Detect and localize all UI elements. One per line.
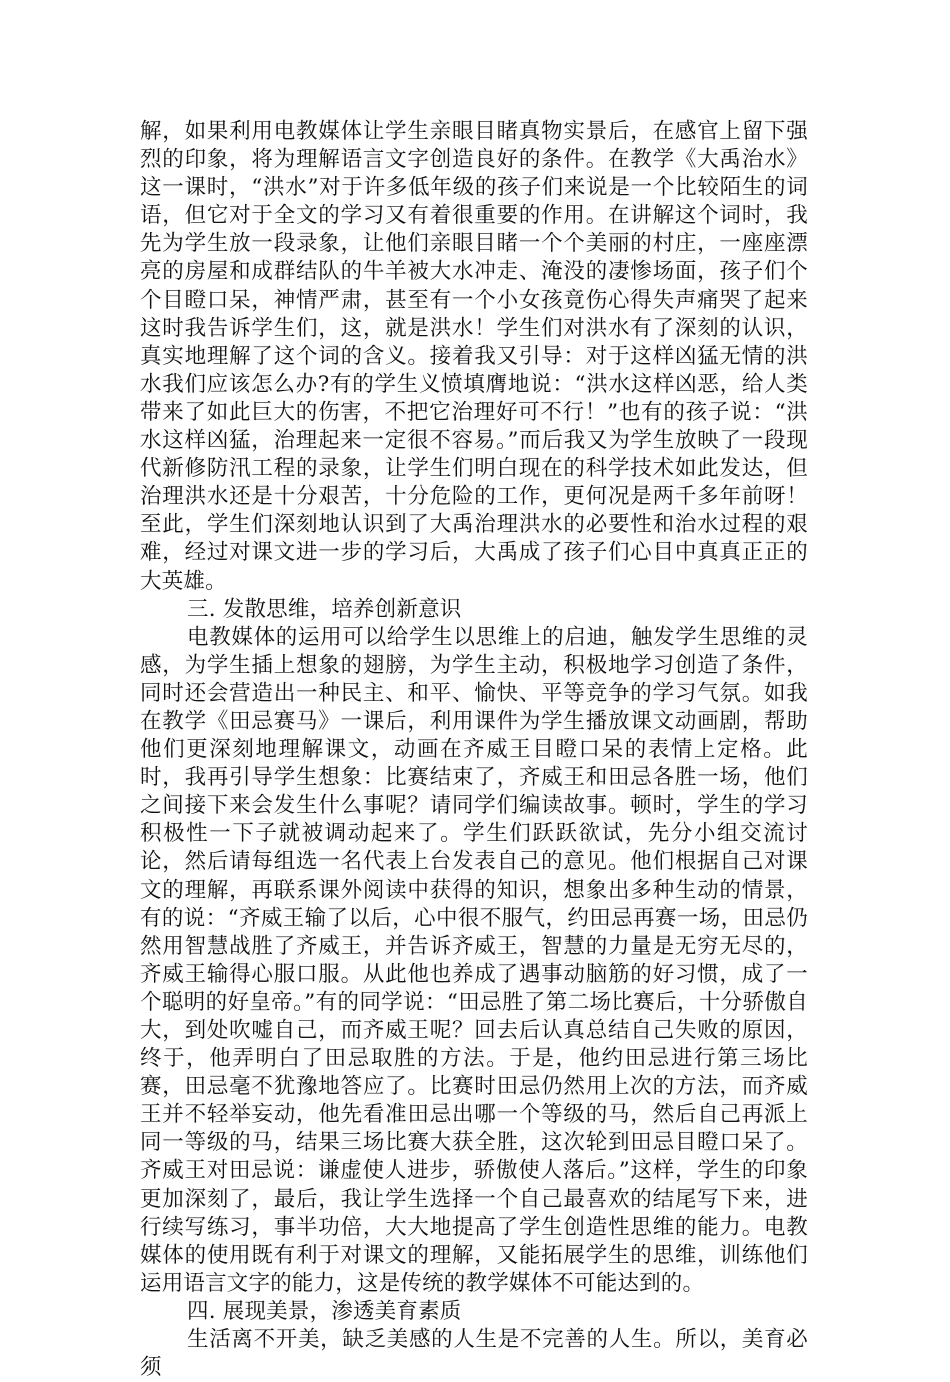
paragraph-aesthetic-intro: 生活离不开美，缺乏美感的人生是不完善的人生。所以，美育必须 [140,1327,808,1381]
document-body [140,118,808,1382]
section-heading-aesthetic-education: 四. 展现美景，渗透美育素质 [187,1298,462,1324]
paragraph-flood-lesson: 解，如果利用电教媒体让学生亲眼目睹真物实景后，在感官上留下强烈的印象，将为理解语言文字创造良好的条件。在教学《大禹治水》这一课时，“洪水”对于许多低年级的孩子们来说是一个比较陌生的词语，但它对于全文的学习又有着很重要的作用。在讲解这个词时，我先为学生放一段录象，让他们亲眼目睹一个个美丽的村庄，一座座漂亮的房屋和成群结队的牛羊被大水冲走、淹没的凄惨场面，孩子们个个目瞪口呆，神情严肃，甚至有一个小女孩竟伤心得失声痛哭了起来这时我告诉学生们，这，就是洪水！学生们对洪水有了深刻的认识，真实地理解了这个词的含义。接着我又引导：对于这样凶猛无情的洪水我们应该怎么办?有的学生义愤填膺地说：“洪水这样凶恶，给人类带来了如此巨大的伤害，不把它治理好可不行！”也有的孩子说：“洪水这样凶猛，治理起来一定很不容易。”而后我又为学生放映了一段现代新修防汛工程的录象，让学生们明白现在的科学技术如此发达，但治理洪水还是十分艰苦，十分危险的工作，更何况是两千多年前呀！至此，学生们深刻地认识到了大禹治理洪水的必要性和治水过程的艰难，经过对课文进一步的学习后，大禹成了孩子们心目中真真正正的大英雄。 [140,119,808,594]
paragraph-horse-race-lesson: 电教媒体的运用可以给学生以思维上的启迪，触发学生思维的灵感，为学生插上想象的翅膀，为学生主动，积极地学习创造了条件，同时还会营造出一种民主、和平、愉快、平等竞争的学习气氛。如我在教学《田忌赛马》一课后，利用课件为学生播放课文动画剧，帮助他们更深刻地理解课文，动画在齐威王目瞪口呆的表情上定格。此时，我再引导学生想象：比赛结束了，齐威王和田忌各胜一场，他们之间接下来会发生什么事呢？请同学们编读故事。顿时，学生的学习积极性一下子就被调动起来了。学生们跃跃欲试，先分小组交流讨论，然后请每组选一名代表上台发表自己的意见。他们根据自己对课文的理解，再联系课外阅读中获得的知识，想象出多种生动的情景，有的说：“齐威王输了以后，心中很不服气，约田忌再赛一场，田忌仍然用智慧战胜了齐威王，并告诉齐威王，智慧的力量是无穷无尽的，齐威王输得心服口服。从此他也养成了遇事动脑筋的好习惯，成了一个聪明的好皇帝。”有的同学说：“田忌胜了第二场比赛后，十分骄傲自大，到处吹嘘自己，而齐威王呢？回去后认真总结自己失败的原因，终于，他弄明白了田忌取胜的方法。于是，他约田忌进行第三场比赛，田忌毫不犹豫地答应了。比赛时田忌仍然用上次的方法，而齐威王并不轻举妄动，他先看准田忌出哪一个等级的马，然后自己再派上同一等级的马，结果三场比赛大获全胜，这次轮到田忌目瞪口呆了。齐威王对田忌说：谦虚使人进步，骄傲使人落后。”这样，学生的印象更加深刻了，最后，我让学生选择一个自己最喜欢的结尾写下来，进行续写练习，事半功倍，大大地提高了学生创造性思维的能力。电教媒体的使用既有利于对课文的理解，又能拓展学生的思维，训练他们运用语言文字的能力，这是传统的教学媒体不可能达到的。 [140,624,808,1296]
section-heading-divergent-thinking: 三. 发散思维，培养创新意识 [187,596,462,622]
